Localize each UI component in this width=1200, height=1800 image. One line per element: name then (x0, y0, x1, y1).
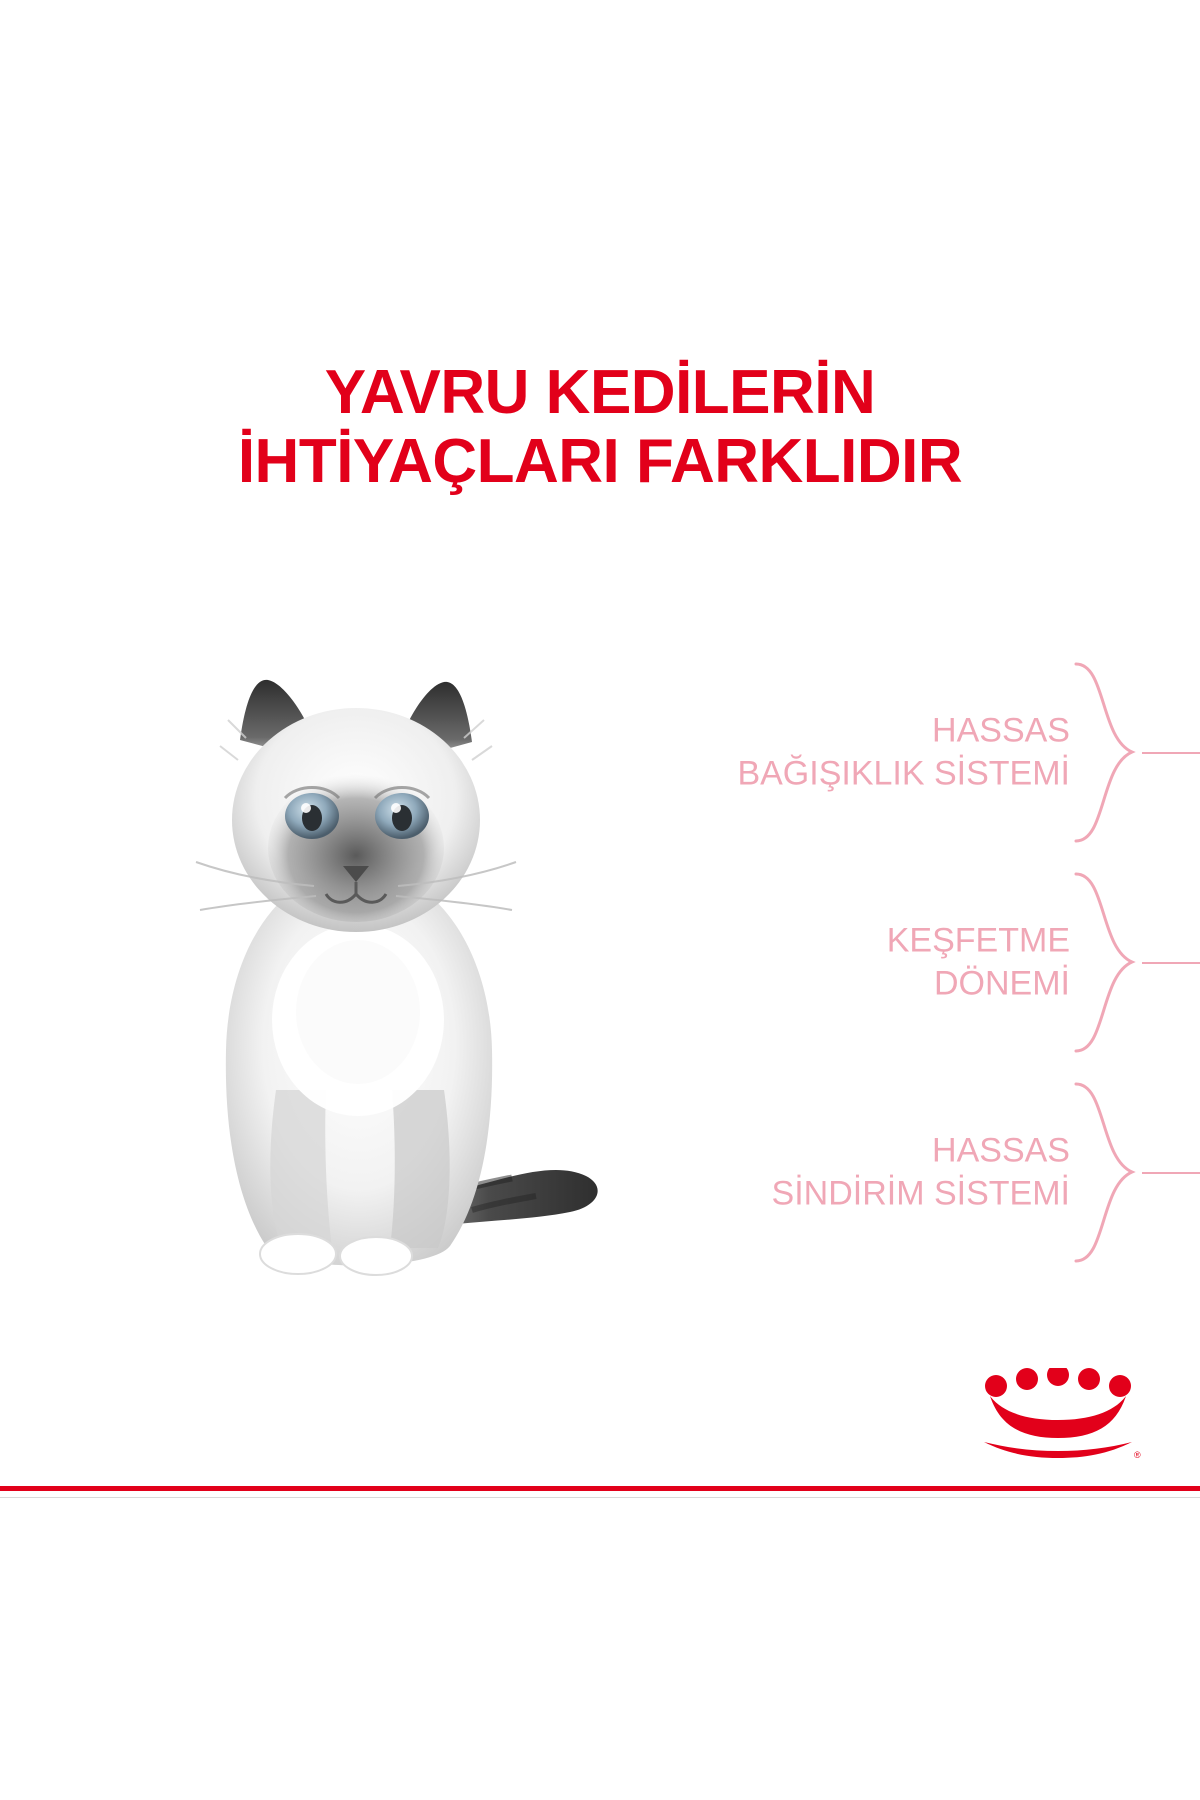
brace-icon (1070, 870, 1140, 1055)
footer-rule-red (0, 1486, 1200, 1491)
feature-label-discovery (887, 919, 1070, 1006)
kitten-photo (100, 620, 620, 1340)
feature-label-discovery-line-2: DÖNEMİ (934, 964, 1070, 1003)
connector-line (1142, 752, 1200, 754)
royal-canin-crown-logo-icon (974, 1368, 1142, 1460)
brace-icon (1070, 1080, 1140, 1265)
feature-item-discovery (620, 870, 1200, 1055)
feature-label-immune-line-2: BAĞIŞIKLIK SİSTEMİ (737, 754, 1070, 793)
feature-list (620, 660, 1200, 1290)
feature-label-digestive-line-2: SİNDİRİM SİSTEMİ (771, 1174, 1070, 1213)
feature-label-discovery-line-1: KEŞFETME (886, 920, 1070, 959)
page-title-line-1: YAVRU KEDİLERİN (324, 358, 876, 427)
feature-label-immune-line-1: HASSAS (932, 710, 1070, 749)
feature-item-digestive (620, 1080, 1200, 1265)
registered-mark: ® (1134, 1450, 1141, 1460)
page-title-line-2: İHTİYAÇLARI FARKLIDIR (237, 427, 963, 497)
feature-label-digestive-line-1: HASSAS (932, 1130, 1070, 1169)
footer-rule-grey (0, 1497, 1200, 1498)
connector-line (1142, 962, 1200, 964)
feature-label-digestive (772, 1129, 1070, 1216)
brace-icon (1070, 660, 1140, 845)
feature-label-immune (737, 709, 1070, 796)
connector-line (1142, 1172, 1200, 1174)
page-title (0, 358, 1200, 497)
feature-item-immune (620, 660, 1200, 845)
